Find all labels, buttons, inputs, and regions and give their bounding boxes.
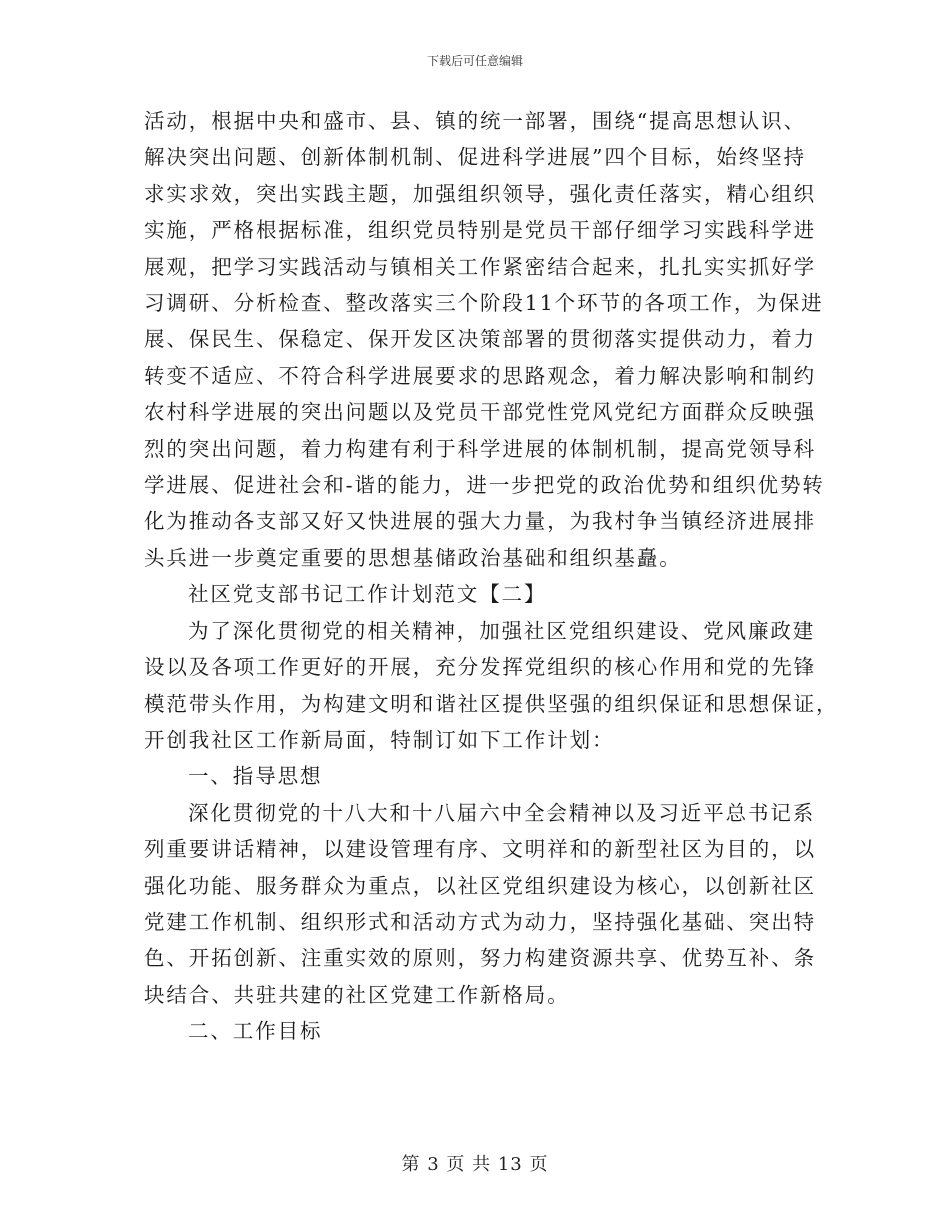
text-line: 实施，严格根据标准，组织党员特别是党员干部仔细学习实践科学进: [144, 218, 816, 243]
text-line: 农村科学进展的突出问题以及党员干部党性党风党纪方面群众反映强: [144, 400, 816, 425]
page-number-footer: 第 3 页 共 13 页: [401, 1154, 549, 1175]
text-line: 强化功能、服务群众为重点，以社区党组织建设为核心，以创新社区: [144, 873, 816, 898]
text-line: 为了深化贯彻党的相关精神，加强社区党组织建设、党风廉政建: [188, 618, 816, 643]
text-line: 块结合、共驻共建的社区党建工作新格局。: [144, 982, 570, 1007]
text-line: 化为推动各支部又好又快进展的强大力量，为我村争当镇经济进展排: [144, 509, 816, 534]
text-line: 深化贯彻党的十八大和十八届六中全会精神以及习近平总书记系: [188, 800, 816, 825]
paragraph: [144, 613, 839, 759]
paragraph: [144, 795, 816, 1013]
document-body: [144, 103, 839, 1050]
text-line: 列重要讲话精神，以建设管理有序、文明祥和的新型社区为目的，以: [144, 837, 816, 862]
text-line: 展观，把学习实践活动与镇相关工作紧密结合起来，扎扎实实抓好学: [144, 254, 816, 279]
paragraph: [144, 758, 804, 794]
paragraph: [144, 576, 804, 612]
text-line: 展、保民生、保稳定、保开发区决策部署的贯彻落实提供动力，着力: [144, 327, 816, 352]
text-line: 习调研、分析检查、整改落实三个阶段11个环节的各项工作，为保进: [144, 291, 824, 316]
text-line: 党建工作机制、组织形式和活动方式为动力，坚持强化基础、突出特: [144, 909, 816, 934]
text-line: 模范带头作用，为构建文明和谐社区提供坚强的组织保证和思想保证，: [144, 691, 839, 716]
text-line: 社区党支部书记工作计划范文【二】: [188, 582, 547, 607]
text-line: 一、指导思想: [188, 764, 323, 789]
text-line: 开创我社区工作新局面，特制订如下工作计划：: [144, 727, 615, 752]
text-line: 烈的突出问题，着力构建有利于科学进展的体制机制，提高党领导科: [144, 436, 816, 461]
paragraph: [144, 1013, 804, 1049]
text-line: 设以及各项工作更好的开展，充分发挥党组织的核心作用和党的先锋: [144, 655, 816, 680]
header-note: 下载后可任意编辑: [426, 54, 523, 68]
text-line: 求实求效，突出实践主题，加强组织领导，强化责任落实，精心组织: [144, 181, 816, 206]
text-line: 转变不适应、不符合科学进展要求的思路观念，着力解决影响和制约: [144, 363, 816, 388]
paragraph: [144, 103, 825, 576]
text-line: 解决突出问题、创新体制机制、促进科学进展”四个目标，始终坚持: [144, 145, 806, 170]
text-line: 活动，根据中央和盛市、县、镇的统一部署，围绕“提高思想认识、: [144, 109, 806, 133]
text-line: 学进展、促进社会和-谐的能力，进一步把党的政治优势和组织优势转: [144, 473, 825, 498]
text-line: 色、开拓创新、注重实效的原则，努力构建资源共享、优势互补、条: [144, 946, 816, 971]
text-line: 头兵进一步奠定重要的思想基储政治基础和组织基矗。: [144, 545, 682, 570]
text-line: 二、工作目标: [188, 1019, 323, 1044]
